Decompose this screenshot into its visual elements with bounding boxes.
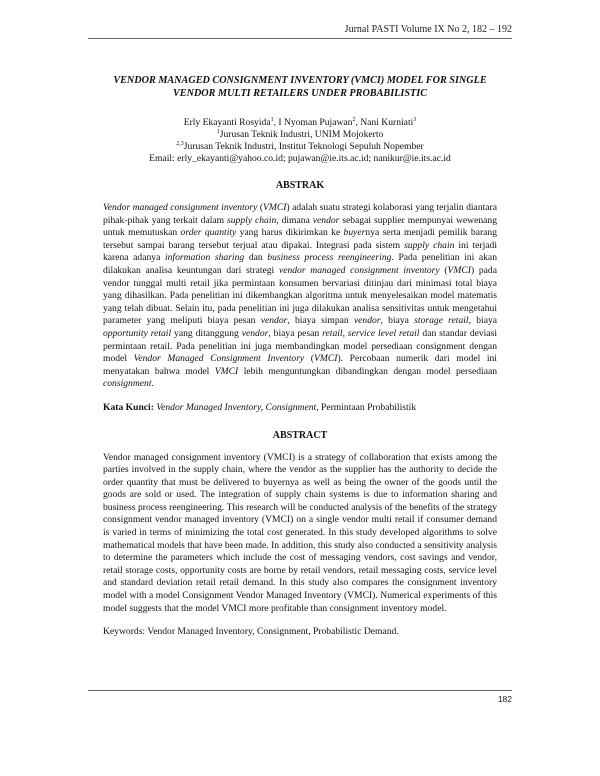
kata-kunci-label: Kata Kunci: [103, 401, 154, 413]
page-number: 182 [497, 694, 512, 704]
title-line-1: VENDOR MANAGED CONSIGNMENT INVENTORY (VMCI) MODEL FOR SINGLE [113, 75, 487, 86]
author-block [103, 117, 497, 165]
affiliation-2: $^{2,3}$Jurusan Teknik Industri, Institut Teknologi Sepuluh Nopember [176, 141, 424, 152]
header-rule [88, 38, 512, 39]
paper-content [103, 74, 497, 639]
author-3-mark: 3 [413, 117, 417, 123]
abstrak-heading: ABSTRAK [275, 180, 325, 191]
author-1: Erly Ekayanti Rosyida [183, 117, 271, 128]
keywords: Keywords: Vendor Managed Inventory, Consignment, Probabilistic Demand. [103, 626, 399, 638]
author-names: Erly Ekayanti Rosyida$^1$, I Nyoman Pujawan$^2$, Nani Kurniati$^3$ [183, 117, 417, 128]
kata-kunci: Kata Kunci: Vendor Managed Inventory, Consignment, Permintaan Probabilistik [103, 401, 417, 413]
author-3: Nani Kurniati [360, 117, 414, 128]
footer-rule [88, 690, 512, 691]
abstrak-body: Vendor managed consignment inventory (VMCI) adalah suatu strategi kolaborasi yang terjalin diantara pihak-pihak yang terkait dalam supply chain, dimana vendor sebagai supplier mempunyai wewenang untuk memutuskan order quantity yang harus dikirimkan ke buyernya serta menjadi pemilik barang tersebut sampai barang tersebut terjual atau dipakai. Integrasi pada sistem supply chain ini terjadi karena adanya information sharing dan business process reengineering. Pada penelitian ini akan dilakukan analisa keuntungan dari strategi vendor managed consignment inventory (VMCI) pada vendor tunggal multi retail jika permintaan konsumen bervariasi ditinjau dari minimasi total biaya yang dihasilkan. Pada penelitian ini dikembangkan algoritma untuk menyelesaikan model matematis yang telah dibuat. Selain itu, pada penelitian ini juga dilakukan analisa sensitivitas untuk mengetahui parameter yang meliputi biaya pesan vendor, biaya simpan vendor, biaya storage retail, biaya opportunity retail yang ditanggung vendor, biaya pesan retail, service level retail dan standar deviasi permintaan retail. Pada penelitian ini juga membandingkan model persediaan consignment dengan model Vendor Managed Consignment Inventory (VMCI). Percobaan numerik dari model ini menyatakan bahwa model VMCI lebih menguntungkan dibandingkan dengan model persediaan consignment. [103, 202, 498, 390]
running-head: Jurnal PASTI Volume IX No 2, 182 – 192 [344, 24, 512, 35]
author-2: I Nyoman Pujawan [278, 117, 353, 128]
title-line-2: VENDOR MULTI RETAILERS UNDER PROBABILISTIC [173, 88, 427, 99]
abstract-heading: ABSTRACT [272, 429, 328, 441]
author-2-mark: 2 [352, 117, 356, 123]
paper-title [103, 74, 497, 100]
abstract-body: Vendor managed consignment inventory (VMCI) is a strategy of collaboration that exists among the parties involved in the supply chain, where the vendor as the supplier has the authority to decide the order quantity that must be delivered to buyernya as well as being the owner of the goods until the goods are sold or used. The integration of supply chain systems is due to information sharing and business process reengineering. This research will be conducted analysis of the benefits of the strategy consignment vendor managed inventory (VMCI) on a single vendor multi retail if consumer demand is varied in terms of minimizing the total cost generated. In this study developed algorithms to solve mathematical models that have been made. In addition, this study also conducted a sensitivity analysis to determine the parameters which include the cost of messaging vendors, cost savings and vendor, retail storage costs, opportunity costs are borne by retail vendors, retail messaging costs, service level and standard deviation retail retail demand. In this study also compares the consignment inventory model with a model Consignment Vendor Managed Inventory (VMCI). Numerical experiments of this model suggests that the model VMCI more profitable than consignment inventory model. [103, 451, 497, 614]
author-1-mark: 1 [270, 117, 274, 123]
affiliation-1: $^1$Jurusan Teknik Industri, UNIM Mojokerto [216, 129, 384, 140]
author-emails: Email: erly_ekayanti@yahoo.co.id; pujawan@ie.its.ac.id; nanikur@ie.its.ac.id [149, 153, 451, 164]
